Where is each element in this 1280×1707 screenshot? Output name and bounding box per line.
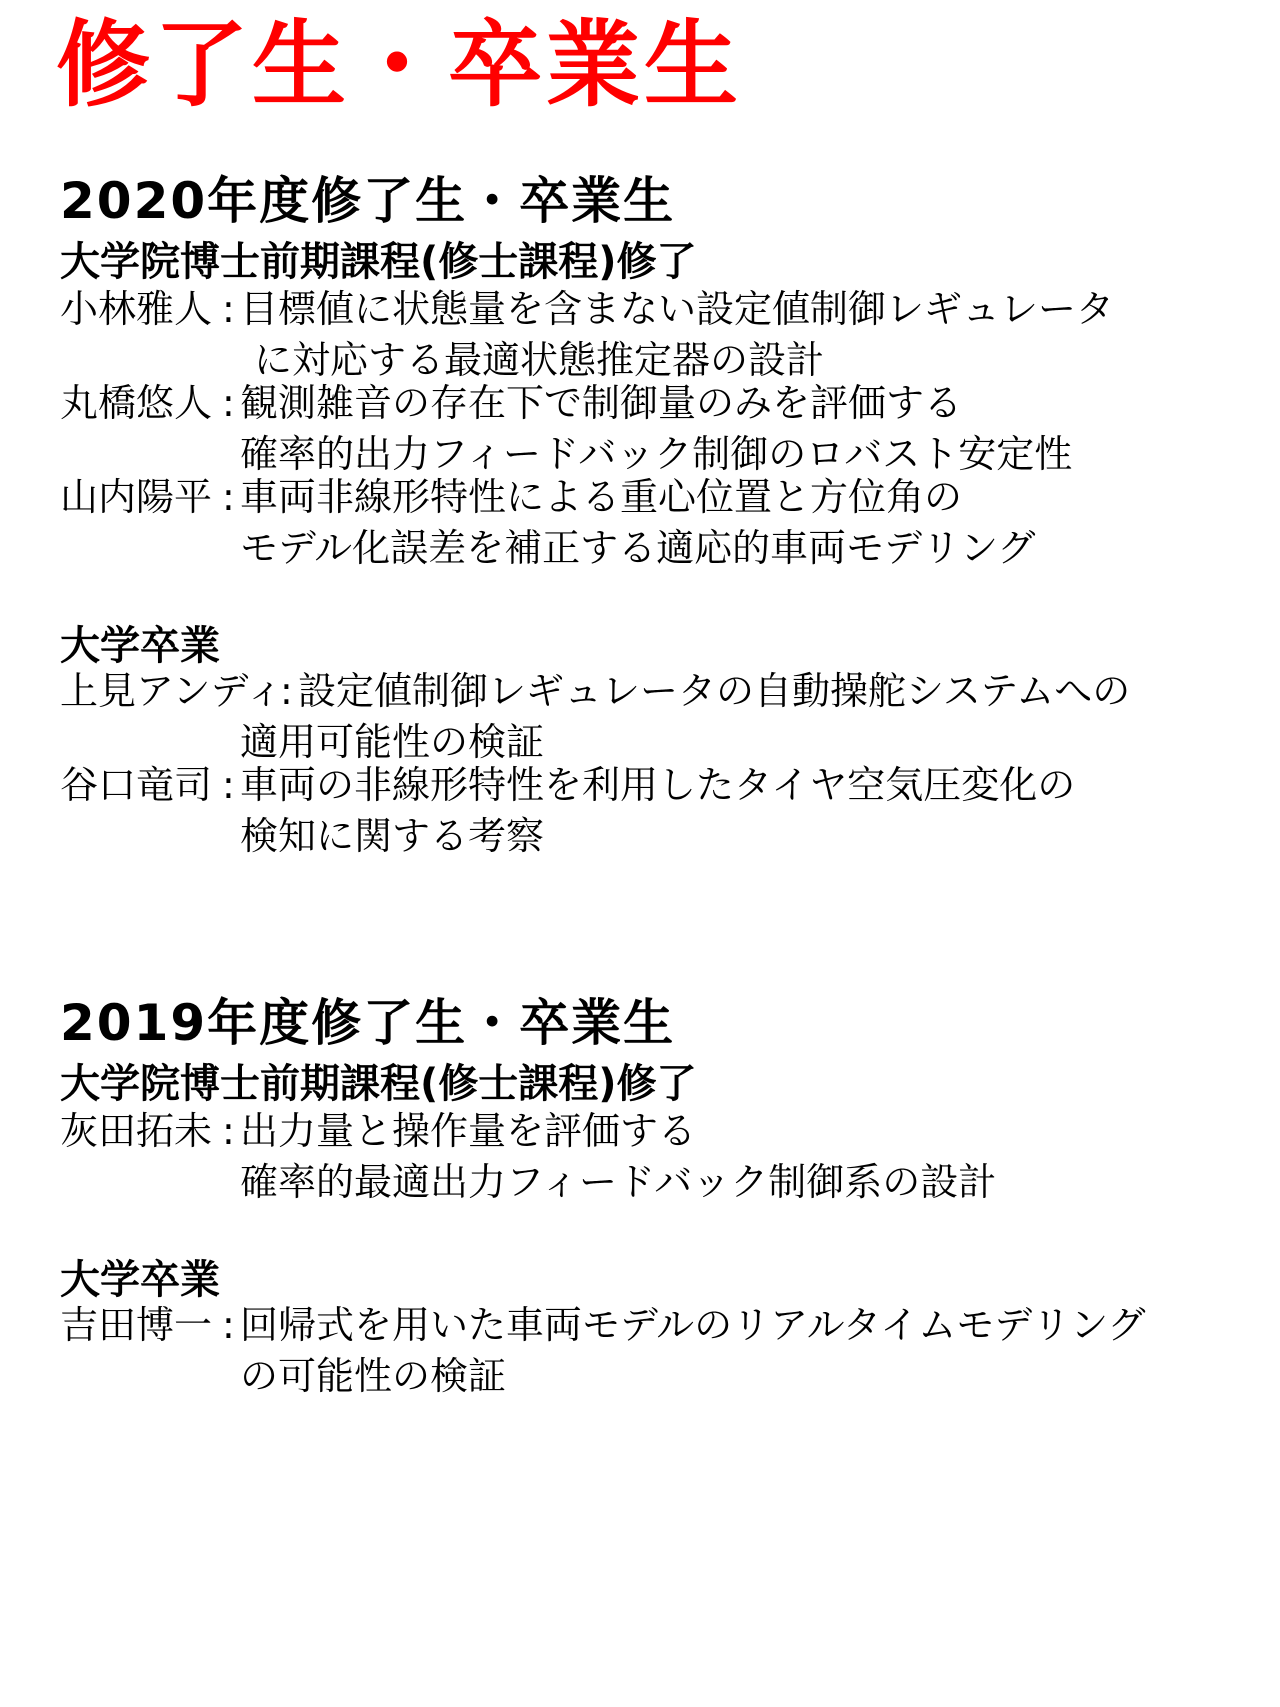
graduate-entry	[60, 378, 1072, 480]
masters-heading-2019: 大学院博士前期課程(修士課程)修了	[60, 1061, 697, 1107]
entry-colon: :	[222, 475, 235, 519]
thesis-line: 確率的最適出力フィードバック制御系の設計	[240, 1160, 997, 1204]
section-heading-2019: 2019年度修了生・卒業生	[60, 994, 676, 1052]
graduate-entry	[60, 472, 1035, 574]
thesis-line: 観測雑音の存在下で制御量のみを評価する	[240, 381, 963, 425]
thesis-line: に対応する最適状態推定器の設計	[254, 338, 825, 382]
thesis-line: 車両非線形特性による重心位置と方位角の	[240, 475, 963, 519]
entry-colon: :	[222, 287, 235, 331]
thesis-line: 車両の非線形特性を利用したタイヤ空気圧変化の	[240, 763, 1076, 807]
page-title: 修了生・卒業生	[56, 11, 743, 120]
thesis-title	[240, 378, 1072, 480]
thesis-line: 目標値に状態量を含まない設定値制御レギュレータ	[240, 287, 1115, 331]
thesis-line: の可能性の検証	[240, 1354, 507, 1398]
thesis-title	[240, 472, 1035, 574]
entry-colon: :	[222, 1303, 235, 1347]
thesis-title	[240, 666, 1131, 768]
entry-colon: :	[280, 669, 293, 713]
thesis-line: 適用可能性の検証	[240, 720, 545, 764]
section-heading-2020: 2020年度修了生・卒業生	[60, 172, 676, 230]
thesis-line: 回帰式を用いた車両モデルのリアルタイムモデリング	[240, 1303, 1146, 1347]
thesis-title	[240, 284, 1114, 386]
graduate-name: 谷口竜司	[60, 763, 213, 807]
thesis-title	[240, 760, 1075, 862]
entry-colon: :	[222, 381, 235, 425]
graduate-entry	[60, 284, 1114, 386]
graduate-entry	[60, 760, 1075, 862]
graduate-entry	[60, 666, 1130, 768]
bachelor-heading-2020: 大学卒業	[60, 623, 220, 669]
thesis-title	[240, 1300, 1146, 1402]
thesis-title	[240, 1106, 996, 1208]
thesis-line: 検知に関する考察	[240, 814, 545, 858]
graduate-name: 上見アンディ	[60, 669, 284, 713]
thesis-line: 確率的出力フィードバック制御のロバスト安定性	[240, 432, 1073, 476]
graduate-entry	[60, 1106, 996, 1208]
graduate-name: 小林雅人	[60, 287, 213, 331]
graduate-name: 灰田拓未	[60, 1109, 213, 1153]
thesis-line: 出力量と操作量を評価する	[240, 1109, 697, 1153]
thesis-line: 設定値制御レギュレータの自動操舵システムへの	[298, 669, 1131, 713]
entry-colon: :	[222, 763, 235, 807]
graduate-name: 山内陽平	[60, 475, 213, 519]
thesis-line: モデル化誤差を補正する適応的車両モデリング	[240, 526, 1036, 570]
bachelor-heading-2019: 大学卒業	[60, 1257, 220, 1303]
graduate-name: 丸橋悠人	[60, 381, 213, 425]
entry-colon: :	[222, 1109, 235, 1153]
masters-heading-2020: 大学院博士前期課程(修士課程)修了	[60, 239, 697, 285]
graduate-entry	[60, 1300, 1146, 1402]
graduate-name: 吉田博一	[60, 1303, 213, 1347]
